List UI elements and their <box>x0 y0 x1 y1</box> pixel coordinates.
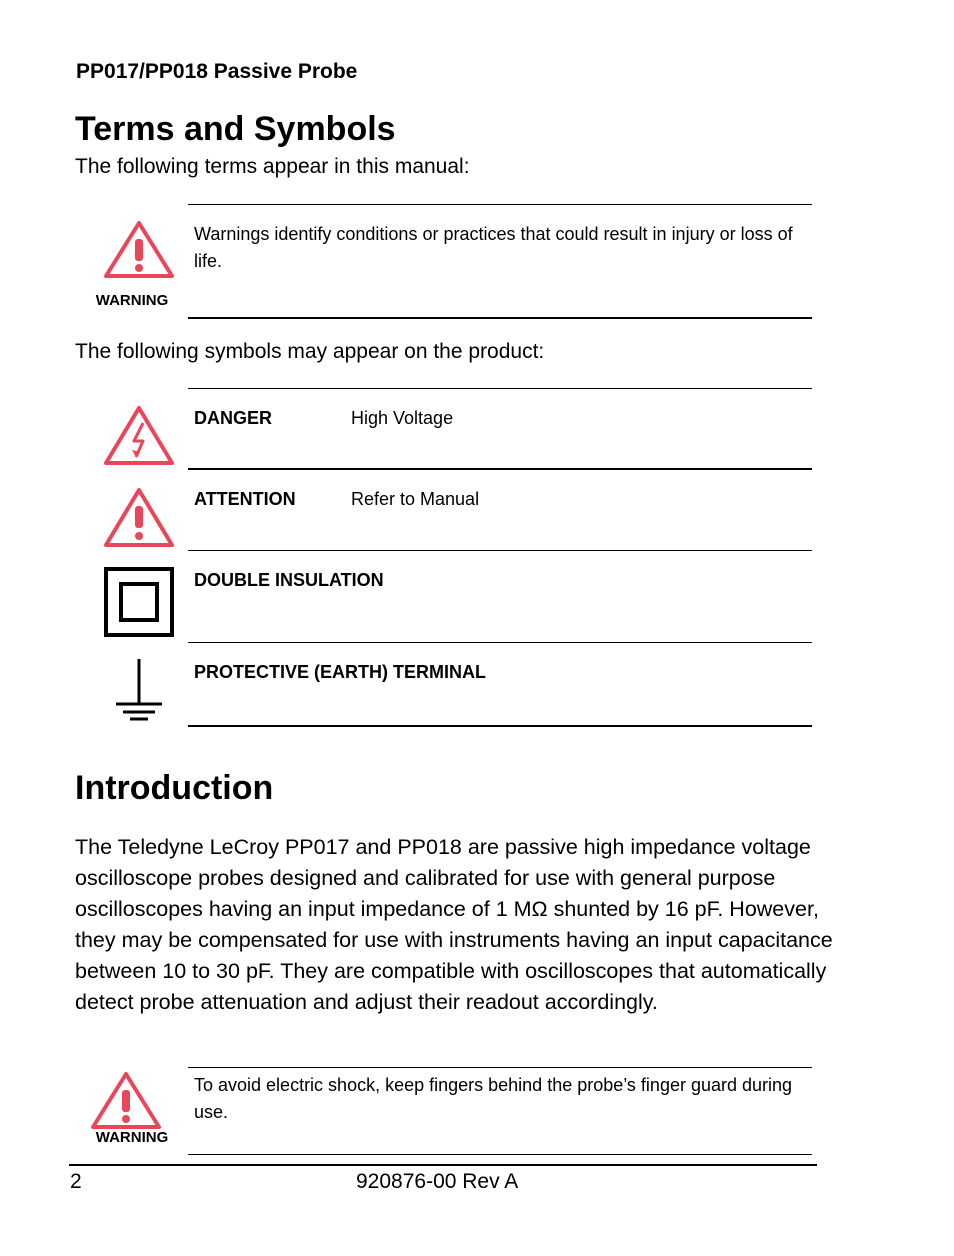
page-number: 2 <box>70 1170 82 1193</box>
symbol-term-danger: DANGER <box>194 408 273 428</box>
symbol-term-attention: ATTENTION <box>194 489 296 509</box>
divider <box>188 725 812 727</box>
warning-label: WARNING <box>95 1129 169 1146</box>
divider <box>188 388 812 389</box>
symbols-intro: The following symbols may appear on the product: <box>75 340 545 363</box>
symbol-term-earth-terminal: PROTECTIVE (EARTH) TERMINAL <box>194 662 486 682</box>
footer-rule <box>69 1164 817 1166</box>
double-insulation-icon <box>104 567 174 637</box>
introduction-heading: Introduction <box>75 769 274 807</box>
earth-ground-icon <box>114 659 164 721</box>
symbol-desc-attention: Refer to Manual <box>351 489 480 509</box>
running-header: PP017/PP018 Passive Probe <box>76 60 358 83</box>
divider <box>188 1154 812 1155</box>
warning-text: Warnings identify conditions or practices that could result in injury or loss of life. <box>194 224 793 271</box>
introduction-paragraph: The Teledyne LeCroy PP017 and PP018 are passive high impedance voltage oscilloscope probes designed and calibrated for use with general purpose oscilloscopes having an input impedance of 1 MΩ shunted by 16 pF. However, they may be compensated for use with instruments having an input capacitance between 10 to 30 pF. They are compatible with oscilloscopes that automatically detect probe attenuation and adjust their readout accordingly. <box>75 835 833 1014</box>
terms-intro: The following terms appear in this manual: <box>75 155 470 178</box>
symbol-desc-danger: High Voltage <box>351 408 454 428</box>
high-voltage-triangle-icon <box>103 405 175 465</box>
symbol-term-double-insulation: DOUBLE INSULATION <box>194 570 384 590</box>
warning-triangle-icon <box>90 1071 162 1129</box>
divider <box>188 317 812 319</box>
divider <box>188 642 812 643</box>
warning-text: To avoid electric shock, keep fingers behind the probe’s finger guard during use. <box>194 1075 793 1122</box>
divider <box>188 550 812 551</box>
divider <box>188 1067 812 1068</box>
terms-heading: Terms and Symbols <box>75 110 396 148</box>
divider <box>188 468 812 470</box>
document-id: 920876-00 Rev A <box>356 1170 519 1193</box>
divider <box>188 204 812 205</box>
attention-triangle-icon <box>103 487 175 547</box>
warning-triangle-icon <box>103 220 175 278</box>
warning-label: WARNING <box>95 292 169 309</box>
